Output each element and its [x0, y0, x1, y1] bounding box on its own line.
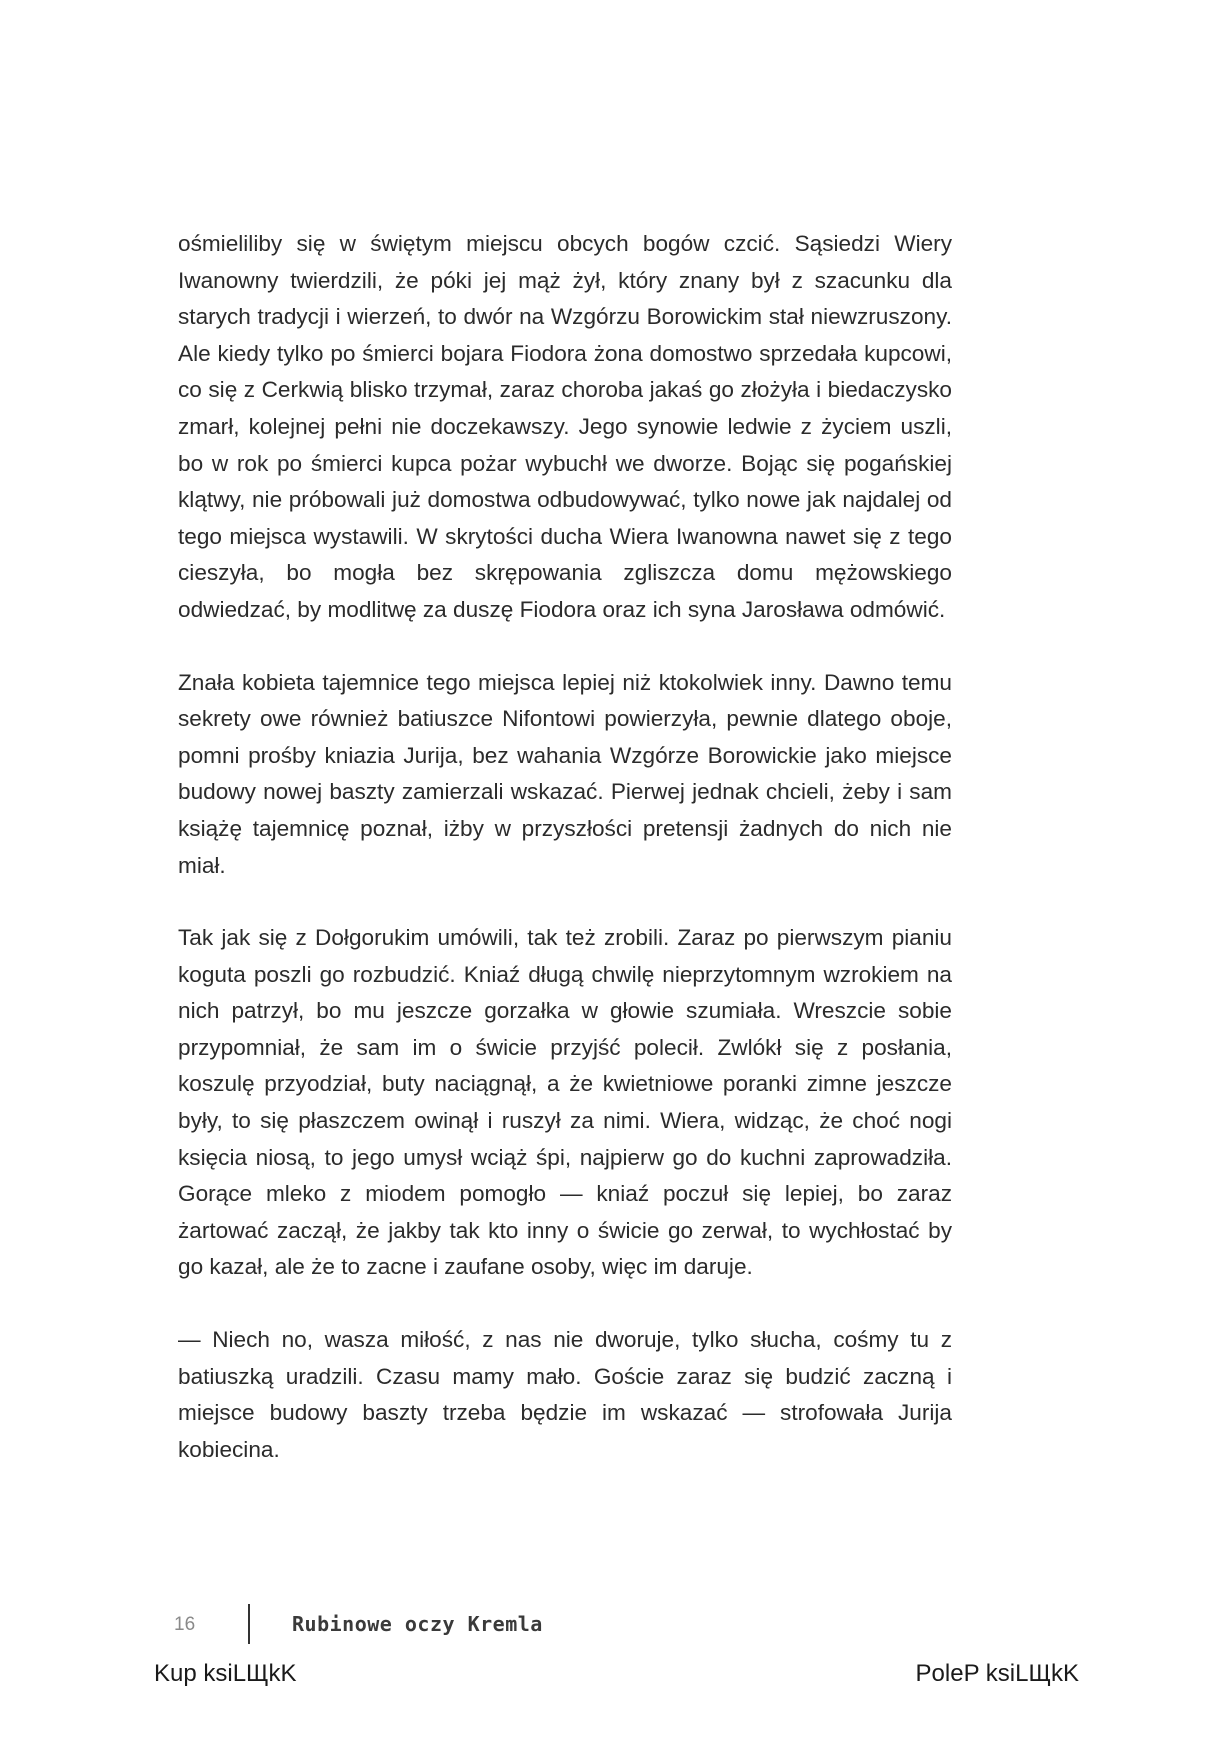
- buy-book-link[interactable]: Kup ksiLЩkK: [154, 1660, 297, 1687]
- recommend-book-link[interactable]: PoleP ksiLЩkK: [915, 1660, 1079, 1687]
- paragraph-2: Znała kobieta tajemnice tego miejsca lepiej niż ktokolwiek inny. Dawno temu sekrety owe również batiuszce Nifontowi powierzyła, pewnie dlatego oboje, pomni prośby kniazia Jurija, bez wahania Wzgórze Borowickie jako miejsce budowy nowej baszty zamierzali wskazać. Pierwej jednak chcieli, żeby i sam książę tajemnicę poznał, iżby w przyszłości pretensji żadnych do nich nie miał.: [178, 669, 952, 878]
- running-book-title: Rubinowe oczy Kremla: [292, 1612, 543, 1636]
- page-number: 16: [174, 1614, 196, 1635]
- footer-divider: [248, 1604, 250, 1644]
- paragraph-1: ośmieliliby się w świętym miejscu obcych bogów czcić. Sąsiedzi Wiery Iwanowny twierdzili, że póki jej mąż żył, który znany był z szacunku dla starych tradycji i wierzeń, to dwór na Wzgórzu Borowickim stał niewzruszony. Ale kiedy tylko po śmierci bojara Fiodora żona domostwo sprzedała kupcowi, co się z Cerkwią blisko trzymał, zaraz choroba jakaś go złożyła i biedaczysko zmarł, kolejnej pełni nie doczekawszy. Jego synowie ledwie z życiem uszli, bo w rok po śmierci kupca pożar wybuchł we dworze. Bojąc się pogańskiej klątwy, nie próbowali już domostwa odbudowywać, tylko nowe jak najdalej od tego miejsca wystawili. W skrytości ducha Wiera Iwanowna nawet się z tego cieszyła, bo mogła bez skrępowania zgliszcza domu mężowskiego odwiedzać, by modlitwę za duszę Fiodora oraz ich syna Jarosława odmówić.: [178, 231, 952, 622]
- paragraph-4: — Niech no, wasza miłość, z nas nie dworuje, tylko słucha, cośmy tu z batiuszką uradzili. Czasu mamy mało. Goście zaraz się budzić zaczną i miejsce budowy baszty trzeba będzie im wskazać — strofowała Jurija kobiecina.: [178, 1327, 952, 1462]
- page-footer: [0, 1600, 1219, 1660]
- paragraph-3: Tak jak się z Dołgorukim umówili, tak też zrobili. Zaraz po pierwszym pianiu koguta poszli go rozbudzić. Kniaź długą chwilę nieprzytomnym wzrokiem na nich patrzył, bo mu jeszcze gorzałka w głowie szumiała. Wreszcie sobie przypomniał, że sam im o świcie przyjść polecił. Zwlókł się z posłania, koszulę przyodział, buty naciągnął, a że kwietniowe poranki zimne jeszcze były, to się płaszczem owinął i ruszył za nimi. Wiera, widząc, że choć nogi księcia niosą, to jego umysł wciąż śpi, najpierw go do kuchni zaprowadziła. Gorące mleko z miodem pomogło — kniaź poczuł się lepiej, bo zaraz żartować zaczął, że jakby tak kto inny o świcie go zerwał, to wychłostać by go kazał, ale że to zacne i zaufane osoby, więc im daruje.: [178, 925, 952, 1280]
- page-body: [178, 226, 952, 1468]
